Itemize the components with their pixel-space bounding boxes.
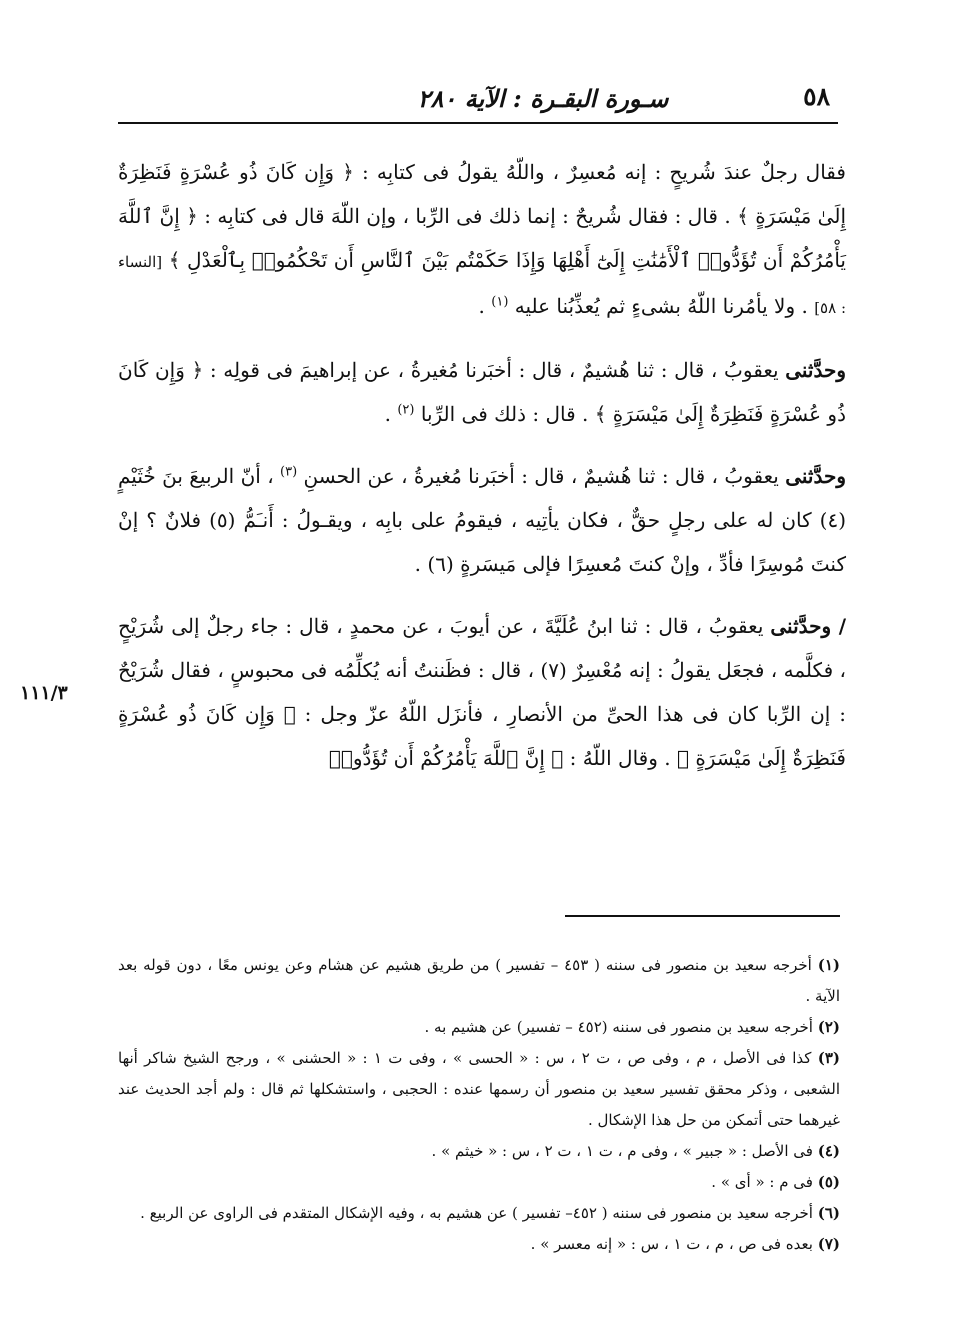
footnotes — [118, 950, 840, 1260]
paragraph-lead: وحدَّثنى — [785, 358, 847, 382]
paragraph-lead: / وحدَّثنى — [770, 614, 847, 638]
running-header — [118, 72, 838, 124]
footnote-number: (٣) — [817, 1049, 840, 1067]
footnote — [118, 1229, 840, 1260]
footnote — [118, 1043, 840, 1136]
footnote — [118, 950, 840, 1012]
paragraph — [118, 604, 846, 780]
paragraph — [118, 454, 846, 586]
footnote — [118, 1012, 840, 1043]
paragraph-text: يعقوبُ ، قال : ثنا هُشيمٌ ، قال : أخبَرنا مُغيرةُ ، عن إبراهيمَ فى قولِه : ﴿ وَإِن كَانَ ذُو عُسْرَةٍ فَنَظِرَةٌ إِلَىٰ مَيْسَرَةٍ ﴾ . قال : ذلك فى الرِّبا — [118, 358, 846, 426]
paragraph-text: فقال رجلٌ عندَ شُريحٍ : إنه مُعسِرٌ ، واللّهُ يقولُ فى كتابِه : ﴿ وَإِن كَانَ ذُو عُسْرَةٍ فَنَظِرَةٌ إِلَىٰ مَيْسَرَةٍ ﴾ . قال : فقال شُريحٌ : إنما ذلك فى الرِّبا ، وإن اللّهَ قال فى كتابِه : ﴿ إِنَّ ٱللَّهَ يَأْمُرُكُمْ أَن تُؤَدُّوا۟ ٱلْأَمَٰنَٰتِ إِلَىٰٓ أَهْلِهَا وَإِذَا حَكَمْتُم بَيْنَ ٱلنَّاسِ أَن تَحْكُمُوا۟ بِٱلْعَدْلِ ﴾ — [118, 160, 846, 272]
footnote-text: فى م : « أى » . — [711, 1173, 813, 1191]
verse-citation: [النساء : ٥٨] — [118, 253, 846, 317]
footnote-text: كذا فى الأصل ، م ، وفى ص ، ت ٢ ، س : « الحسى » ، وفى ت ١ : « الحشنى » ، ورجح الشيخ شاكر أنها الشعبى ، وذكر محقق تفسير سعيد بن منصور أن رسمها عنده : الحجبى ، واستشكلها ثم قال : ولم أجد الحديث عند غيرهما حتى أتمكن من حل هذا الإشكال . — [118, 1049, 840, 1129]
footnote — [118, 1136, 840, 1167]
paragraph-text: يعقوبُ ، قال : ثنا ابنُ عُلَيَّةَ ، عن أيوبَ ، عن محمدٍ ، قال : جاء رجلٌ إلى شُرَيْحٍ ، فكلَّمه ، فجعَل يقولُ : إنه مُعْسِرٌ (٧) ، قال : فظَننتُ أنه يُكلِّمُه فى محبوسٍ ، فقال شُرَيْحٌ : إن الرِّبا كان فى هذا الحىِّ من الأنصارِ ، فأنزَل اللّهُ عزّ وجل : ﴿ وَإِن كَانَ ذُو عُسْرَةٍ فَنَظِرَةٌ إِلَىٰ مَيْسَرَةٍ ﴾ . وقال اللّهُ : ﴿ إِنَّ ٱللَّهَ يَأْمُرُكُمْ أَن تُؤَدُّوا۟ — [118, 614, 847, 770]
footnote-divider — [565, 915, 840, 917]
footnote-text: أخرجه سعيد بن منصور فى سننه (٤٥٢ – تفسير) عن هشيم به . — [424, 1018, 813, 1036]
footnote-number: (٥) — [817, 1173, 840, 1191]
footnote-text: أخرجه سعيد بن منصور فى سننه ( ٤٥٣ – تفسير ) من طريق هشيم عن هشام وعن يونس معًا ، دون قوله بعد الآية . — [118, 956, 840, 1005]
paragraph-tail: . ولا يأمُرنا اللّهُ بشىءٍ ثم يُعذِّبُنا عليه — [514, 294, 808, 318]
footnote-number: (١) — [817, 956, 840, 974]
footnote-number: (٧) — [817, 1235, 840, 1253]
page-number: ٥٨ — [803, 82, 830, 111]
footnote — [118, 1167, 840, 1198]
margin-reference: ١١١/٣ — [20, 682, 68, 704]
paragraph-end: ، أنّ الربيعَ بنَ خُثَيْمٍ (٤) كان له على رجلٍ حقٌّ ، فكان يأتِيه ، فيقومُ على بابِه ، ويقـولُ : أَنـَمُّ (٥) فلانٌ ؟ إنْ كنتَ مُوسِرًا فأدِّ ، وإنْ كنتَ مُعسِرًا فإلى مَيسَرةٍ (٦) . — [118, 464, 847, 576]
footnote — [118, 1198, 840, 1229]
paragraph-lead: وحدَّثنى — [785, 464, 846, 488]
footnote-number: (٤) — [817, 1142, 840, 1160]
footnote-number: (٦) — [817, 1204, 840, 1222]
surah-title: سـورة البقـرة : الآية ٢٨٠ — [417, 84, 669, 113]
footnote-number: (٢) — [817, 1018, 840, 1036]
footnote-marker: (١) — [491, 294, 509, 310]
paragraph — [118, 150, 846, 330]
paragraph — [118, 348, 846, 436]
paragraph-end: . — [384, 402, 391, 426]
footnote-text: بعده فى ص ، م ، ت ١ ، س : « إنه معسر » . — [530, 1235, 813, 1253]
footnote-text: فى الأصل : « جبير » ، وفى م ، ت ١ ، ت ٢ ، س : « خيثم » . — [431, 1142, 813, 1160]
footnote-text: أخرجه سعيد بن منصور فى سننه ( ٤٥٢– تفسير ) عن هشيم به ، وفيه الإشكال المتقدم فى الراوى عن الربيع . — [140, 1204, 813, 1222]
main-text — [118, 150, 846, 798]
paragraph-text: يعقوبُ ، قال : ثنا هُشيمٌ ، قال : أخبَرنا مُغيرةُ ، عن الحسنِ — [303, 464, 779, 488]
footnote-marker: (٢) — [397, 402, 415, 418]
paragraph-end: . — [478, 294, 485, 318]
footnote-marker: (٣) — [280, 464, 298, 480]
